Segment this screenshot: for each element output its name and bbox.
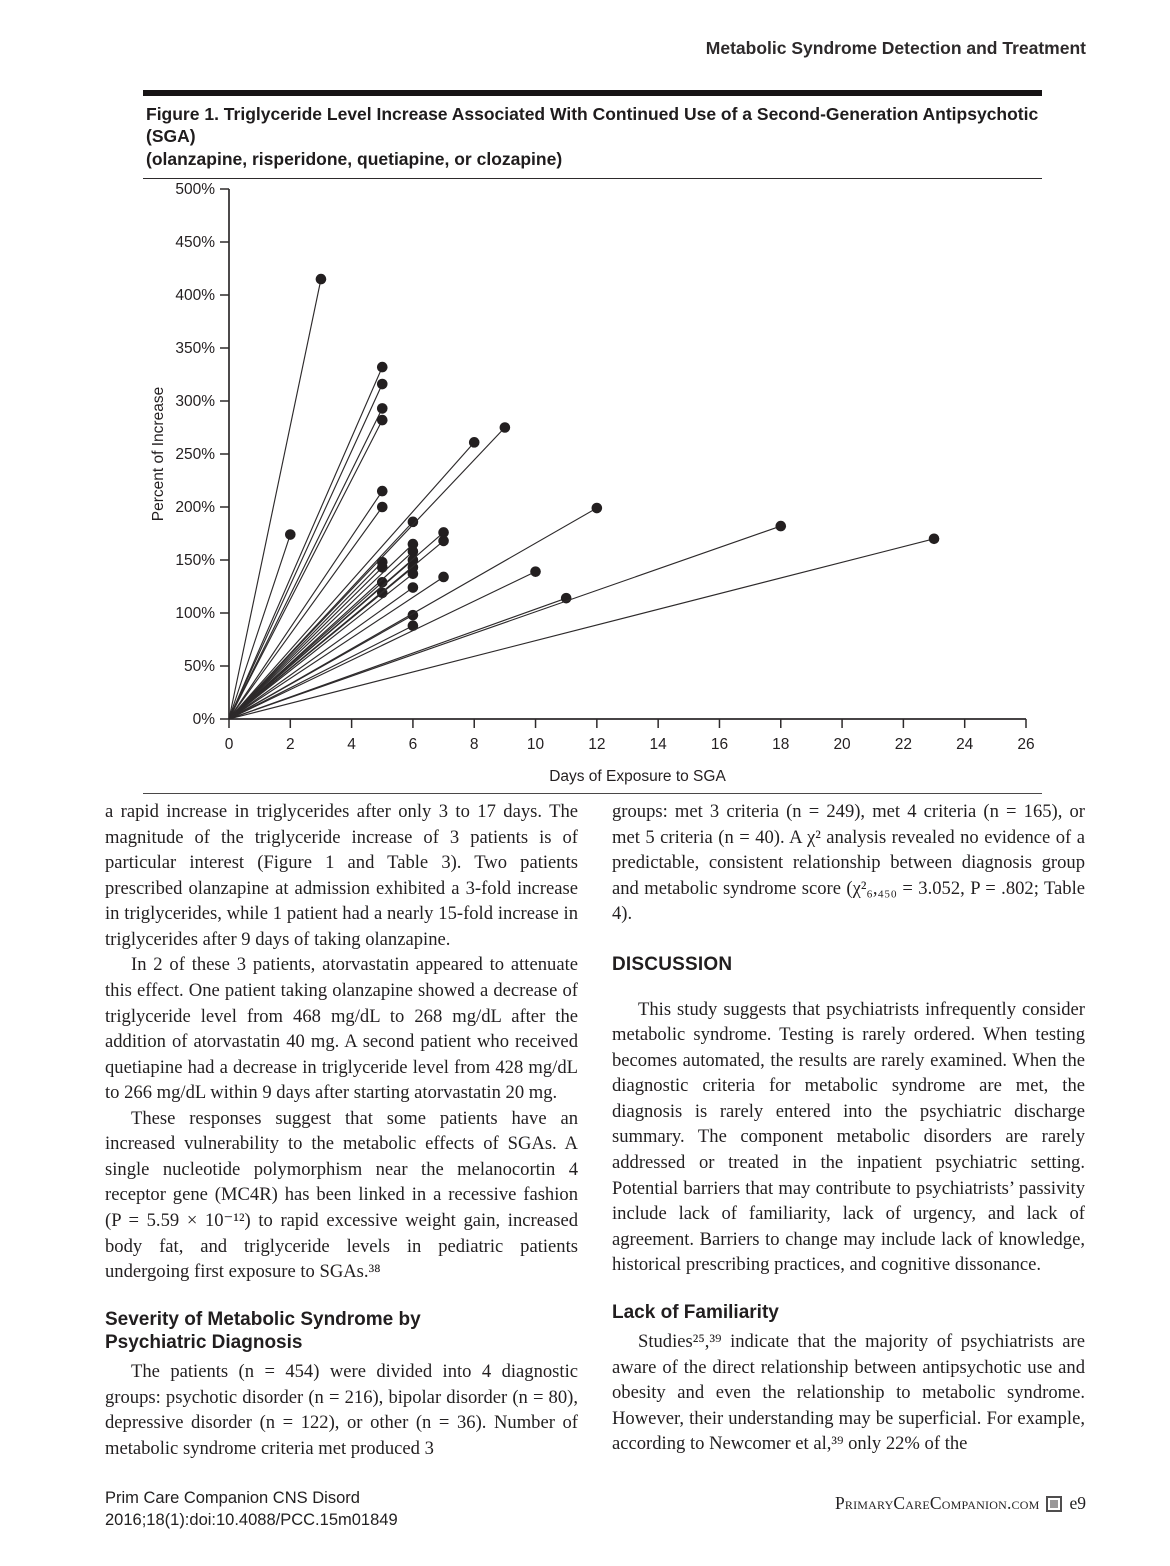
patient-point: [285, 529, 296, 540]
y-tick-label: 400%: [175, 287, 215, 305]
footer-citation: 2016;18(1):doi:10.4088/PCC.15m01849: [105, 1510, 398, 1529]
paragraph: In 2 of these 3 patients, atorvastatin appeared to attenuate this effect. One patient taking olanzapine showed a decrease of triglyceride level from 468 mg/dL to 268 mg/dL after the addition of atorvastatin 40 mg. A second patient who received quetiapine had a decrease in triglyceride level from 428 mg/dL to 266 mg/dL within 9 days after starting atorvastatin 20 mg.: [105, 954, 578, 1104]
left-column: [105, 799, 578, 1461]
y-axis-title: Percent of Increase: [150, 386, 167, 522]
patient-line: [229, 507, 382, 719]
x-tick-label: 4: [347, 736, 356, 754]
x-tick-label: 12: [588, 736, 606, 754]
footer-journal-name: Prim Care Companion CNS Disord: [105, 1489, 360, 1507]
patient-line: [229, 428, 505, 720]
patient-point: [500, 422, 511, 433]
paragraph: This study suggests that psychiatrists infrequently consider metabolic syndrome. Testing is rarely ordered. When testing becomes automated, the results are rarely examined. When the diagnostic criteria for metabolic syndrome are met, the diagnosis is rarely entered into the psychiatric discharge summary. The component metabolic disorders are rarely addressed or treated in the inpatient psychiatric setting. Potential barriers that may contribute to psychiatrists’ passivity include lack of familiarity, lack of urgency, and lack of agreement. Barriers to change may include lack of knowledge, historical prescribing practices, and cognitive dissonance.: [612, 998, 1085, 1276]
right-column: [612, 799, 1085, 1461]
x-tick-label: 10: [526, 736, 545, 754]
footer-journal-info: [105, 1488, 398, 1532]
patient-line: [229, 544, 413, 719]
patient-point: [469, 437, 480, 448]
paragraph: The patients (n = 454) were divided into 4 diagnostic groups: psychotic disorder (n = 216), bipolar disorder (n = 80), depressive disorder (n = 122), or other (n = 36). Number of metabolic syndrome criteria met produced 3: [105, 1361, 578, 1459]
patient-point: [377, 502, 388, 513]
patient-line: [229, 588, 413, 719]
y-tick-label: 500%: [175, 181, 215, 199]
patient-point: [408, 582, 419, 593]
footer-site-info: [835, 1493, 1086, 1514]
patient-point: [377, 415, 388, 426]
figure-title: [143, 96, 1042, 179]
figure-title-line1: Figure 1. Triglyceride Level Increase Associated With Continued Use of a Second-Generation Antipsychotic (SGA): [146, 104, 1039, 147]
patient-point: [377, 362, 388, 373]
y-tick-label: 250%: [175, 446, 215, 464]
patient-point: [377, 562, 388, 573]
patient-line: [229, 367, 382, 719]
section-heading-familiarity: Lack of Familiarity: [612, 1301, 779, 1323]
x-tick-label: 18: [772, 736, 790, 754]
journal-logo-icon: [1046, 1496, 1062, 1512]
patient-point: [438, 536, 449, 547]
body-columns: [105, 799, 1086, 1461]
patient-point: [775, 521, 786, 532]
x-tick-label: 8: [469, 736, 479, 754]
patient-point: [408, 517, 419, 528]
section-heading-discussion: DISCUSSION: [612, 953, 733, 975]
y-tick-label: 450%: [175, 234, 215, 252]
y-tick-label: 50%: [183, 658, 215, 676]
figure1: [143, 90, 1042, 794]
figure1-scatter-chart: [143, 179, 1042, 791]
patient-point: [438, 572, 449, 583]
y-tick-label: 0%: [192, 711, 215, 729]
footer-page-number: e9: [1069, 1493, 1086, 1513]
patient-point: [592, 503, 603, 514]
patient-point: [530, 567, 541, 578]
section-heading-severity: [105, 1308, 578, 1354]
patient-point: [377, 403, 388, 414]
patient-line: [229, 574, 413, 719]
paragraph: Studies²⁵,³⁹ indicate that the majority of psychiatrists are aware of the direct relationship between antipsychotic use and obesity and even the relationship to metabolic syndrome. However, their understanding may be superficial. For example, according to Newcomer et al,³⁹ only 22% of the: [612, 1331, 1085, 1455]
patient-point: [377, 379, 388, 390]
patient-line: [229, 420, 382, 719]
x-tick-label: 2: [285, 736, 295, 754]
x-tick-label: 20: [833, 736, 851, 754]
patient-point: [377, 486, 388, 497]
patient-point: [929, 534, 940, 545]
x-tick-label: 14: [649, 736, 667, 754]
patient-line: [229, 539, 934, 719]
x-tick-label: 0: [224, 736, 234, 754]
figure-title-line2: (olanzapine, risperidone, quetiapine, or clozapine): [146, 148, 563, 169]
paragraph: a rapid increase in triglycerides after only 3 to 17 days. The magnitude of the triglyceride increase of 3 patients is of particular interest (Figure 1 and Table 3). Two patients prescribed olanzapine at admission exhibited a 3-fold increase in triglycerides, while 1 patient had a nearly 15-fold increase in triglycerides after 9 days of taking olanzapine.: [105, 801, 578, 950]
x-tick-label: 16: [710, 736, 729, 754]
x-axis-title: Days of Exposure to SGA: [549, 768, 726, 786]
x-tick-label: 22: [894, 736, 913, 754]
x-tick-label: 24: [956, 736, 974, 754]
x-tick-label: 26: [1017, 736, 1035, 754]
figure-chart-area: [143, 179, 1042, 791]
patient-line: [229, 279, 321, 719]
y-tick-label: 150%: [175, 552, 215, 570]
heading-line: Psychiatric Diagnosis: [105, 1331, 303, 1353]
paragraph: These responses suggest that some patients have an increased vulnerability to the metabolic effects of SGAs. A single nucleotide polymorphism near the melanocortin 4 receptor gene (MC4R) has been linked in a recessive fashion (P = 5.59 × 10⁻¹²) to rapid excessive weight gain, increased body fat, and triglyceride levels in pediatric patients undergoing first exposure to SGAs.³⁸: [105, 1107, 578, 1283]
y-tick-label: 350%: [175, 340, 215, 358]
y-tick-label: 100%: [175, 605, 215, 623]
patient-line: [229, 526, 781, 719]
x-tick-label: 6: [408, 736, 418, 754]
footer-site-name: PrimaryCareCompanion.com: [834, 1493, 1040, 1513]
patient-line: [229, 568, 382, 720]
y-tick-label: 200%: [175, 499, 215, 517]
patient-point: [316, 274, 327, 285]
running-head: Metabolic Syndrome Detection and Treatment: [705, 38, 1086, 58]
paragraph: groups: met 3 criteria (n = 249), met 4 criteria (n = 165), or met 5 criteria (n = 40). A χ² analysis revealed no evidence of a predictable, consistent relationship between diagnosis group and metabolic syndrome score (χ²₆,₄₅₀ = 3.052, P = .802; Table 4).: [612, 801, 1085, 925]
y-tick-label: 300%: [175, 393, 215, 411]
heading-line: Severity of Metabolic Syndrome by: [105, 1308, 421, 1330]
